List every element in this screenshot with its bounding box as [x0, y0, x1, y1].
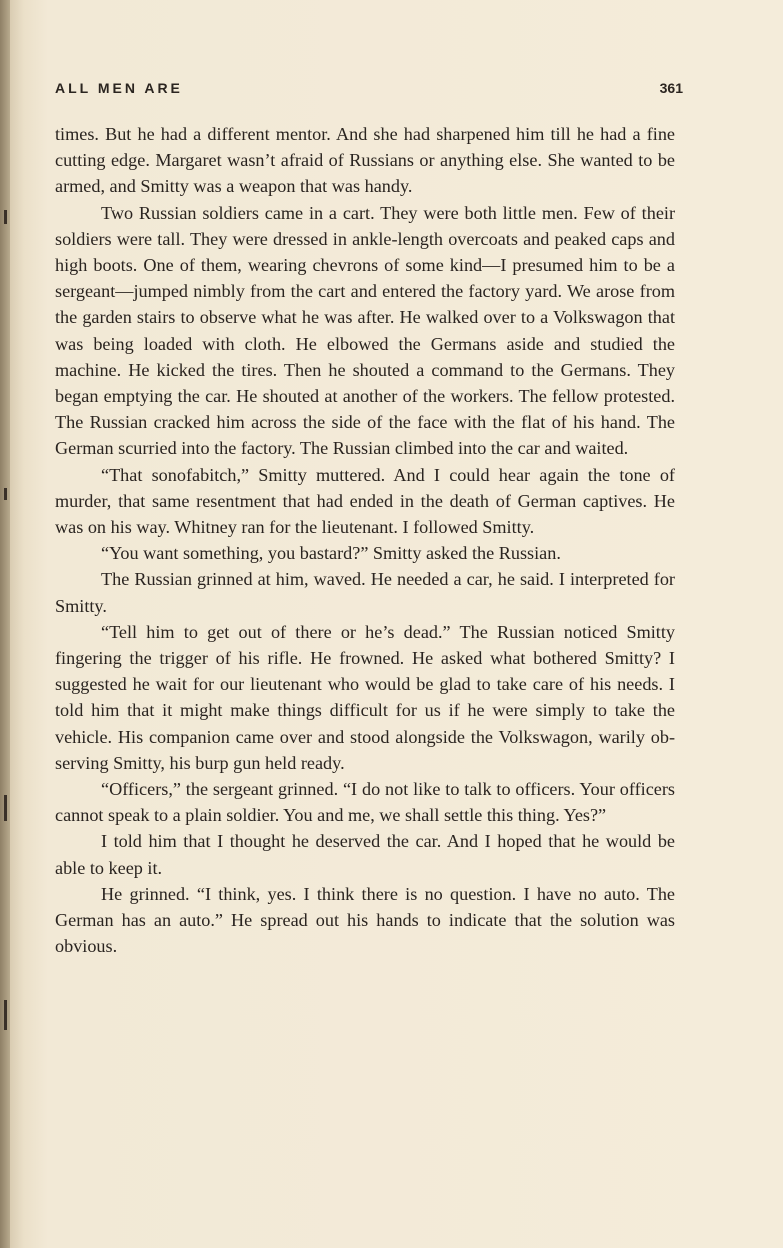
paragraph: “Officers,” the sergeant grinned. “I do not like to talk to officers. Your officers cannot speak to a plain soldier. You and me, we shall settle this thing. Yes?” [55, 779, 675, 826]
paragraph: The Russian grinned at him, waved. He needed a car, he said. I interpreted for Smitty. [55, 569, 675, 616]
running-head [55, 80, 683, 104]
margin-mark [4, 795, 7, 821]
paragraph: “You want something, you bastard?” Smitty asked the Russian. [101, 543, 561, 564]
margin-mark [4, 1000, 7, 1030]
page-gutter-shadow [0, 0, 10, 1248]
paragraph: times. But he had a different mentor. And she had sharpened him till he had a fine cutting edge. Margaret wasn’t afraid of Russians or anything else. She wanted to be armed, and Smitty was a weapon that was handy. [55, 124, 675, 197]
paragraph: “Tell him to get out of there or he’s dead.” The Russian noticed Smitty fingering the trigger of his rifle. He frowned. He asked what bothered Smitty? I suggested he wait for our lieutenant who would be glad to take care of his needs. I told him that it might make things difficult for us if he were simply to take the vehicle. His companion came over and stood alongside the Volkswagon, warily observing Smitty, his burp gun held ready. [55, 621, 675, 773]
paragraph: He grinned. “I think, yes. I think there is no question. I have no auto. The German has an auto.” He spread out his hands to indicate that the solution was obvious. [55, 883, 675, 957]
body-text [55, 121, 675, 960]
margin-mark [4, 210, 7, 224]
paragraph: “That sonofabitch,” Smitty muttered. And I could hear again the tone of murder, that same resentment that had ended in the death of German captives. He was on his way. Whitney ran for the lieutenant. I followed Smitty. [55, 464, 675, 538]
paragraph: Two Russian soldiers came in a cart. They were both little men. Few of their soldiers were tall. They were dressed in ankle-length overcoats and peaked caps and high boots. One of them, wearing chevrons of some kind—I presumed him to be a sergeant—jumped nimbly from the cart and entered the factory yard. We arose from the garden stairs to observe what he was after. He walked over to a Volkswagon that was being loaded with cloth. He elbowed the Germans aside and studied the machine. He kicked the tires. Then he shouted a command to the Germans. They began emptying the car. He shouted at another of the workers. The fellow protested. The Russian cracked him across the side of the face with the flat of his hand. The German scurried into the factory. The Russian climbed into the car and waited. [55, 202, 675, 459]
running-head-title: ALL MEN ARE [55, 80, 183, 96]
margin-mark [4, 488, 7, 500]
page-number: 361 [659, 80, 683, 96]
paragraph: I told him that I thought he deserved the car. And I hoped that he would be able to keep it. [55, 831, 675, 878]
